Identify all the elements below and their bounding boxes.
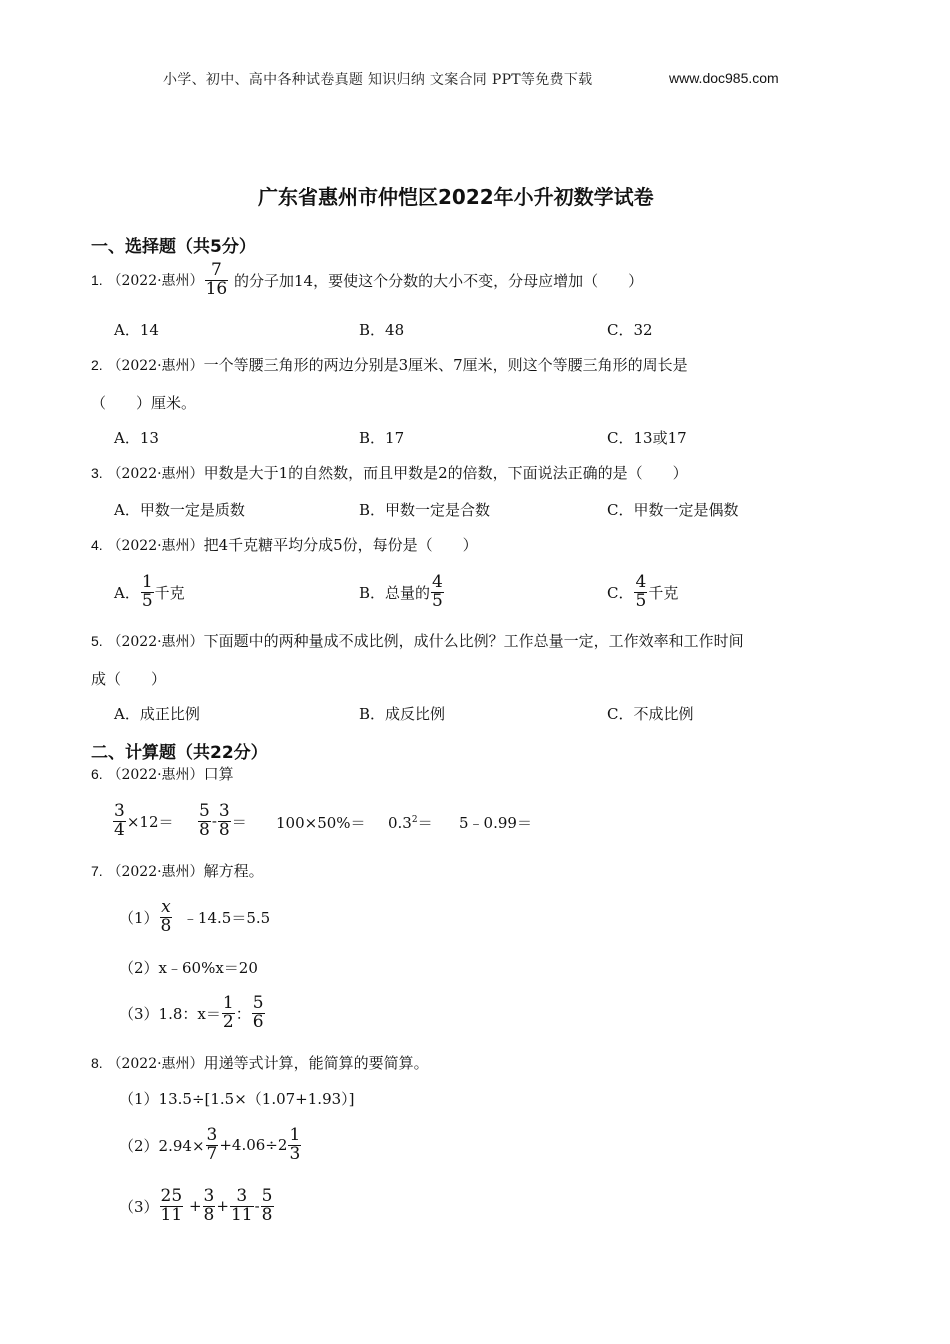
fraction-denominator: 5 [635,590,647,611]
question-5 [91,630,744,651]
question-source: （2022·惠州） [107,1055,204,1072]
fraction-denominator: 11 [160,1204,183,1225]
fraction-numerator: 7 [205,262,229,281]
sub-label: （1） [119,908,159,927]
option-a [114,569,185,615]
fraction-denominator: 3 [289,1143,301,1164]
oral-expression-1 [112,798,173,844]
option-a: A．成正比例 [114,705,200,723]
fraction [218,800,231,840]
option-c [607,569,678,615]
question-text: 的分子加14，要使这个分数的大小不变，分母应增加（ ） [233,271,644,290]
option-a: A．14 [114,321,159,339]
fraction-numerator: 3 [114,800,125,821]
option-b: B．甲数一定是合数 [359,501,491,519]
fraction-denominator: 8 [160,915,172,936]
fraction [261,1185,274,1225]
fraction [222,992,235,1032]
fraction-numerator: 3 [218,800,230,821]
section-choice-heading: 一、选择题（共5分） [91,237,256,257]
fraction [431,571,444,611]
question-7 [91,860,264,881]
fraction-denominator: 5 [141,590,153,611]
operator: + [188,1197,202,1215]
fraction-denominator: 7 [206,1143,218,1164]
ratio-colon: ： [235,1004,251,1023]
question-source: （2022·惠州） [107,766,204,783]
fraction-numerator: x [161,896,171,917]
question-source: （2022·惠州） [107,273,204,289]
question-number: 7. [91,862,103,879]
question-8 [91,1052,429,1073]
question-4 [91,534,478,555]
question-text: 下面题中的两种量成不成比例，成什么比例？工作总量一定，工作效率和工作时间 [203,632,744,650]
calc-3 [119,1183,275,1229]
option-a: A．13 [114,429,159,447]
fraction-denominator: 8 [261,1204,273,1225]
option-c: C．13或17 [607,429,687,447]
option-a: A．甲数一定是质数 [114,501,245,519]
expression-tail: ＝ [231,812,247,831]
operator: - [254,1197,260,1215]
expression-middle: +4.06÷2 [219,1136,288,1154]
question-text: 口算 [203,765,234,783]
option-b: B．48 [359,321,405,339]
fraction [198,800,211,840]
option-b: B．成反比例 [359,705,446,723]
fraction-numerator: 1 [141,571,153,592]
question-number: 4. [91,536,103,553]
option-b: B．17 [359,429,405,447]
question-source: （2022·惠州） [107,537,204,554]
expression-base: 0.3 [388,814,412,832]
option-c: C．甲数一定是偶数 [607,501,739,519]
question-number: 3. [91,464,103,481]
operator: + [216,1197,229,1215]
page-title: 广东省惠州市仲恺区2022年小升初数学试卷 [258,185,654,209]
option-b [359,569,445,615]
question-text-continued: （ ）厘米。 [91,394,197,412]
fraction-denominator: 5 [432,590,443,611]
fraction-numerator: 1 [222,992,234,1013]
equation-tail: ﹣14.5＝5.5 [182,908,271,927]
oral-expression-4 [388,812,433,833]
fraction [230,1185,254,1225]
option-unit: 千克 [648,583,679,602]
fraction-denominator: 6 [252,1011,264,1032]
fraction-denominator: 2 [222,1011,234,1032]
header-text: 小学、初中、高中各种试卷真题 知识归纳 文案合同 PPT等免费下载 [163,72,593,88]
question-number: 6. [91,765,103,782]
question-text: 一个等腰三角形的两边分别是3厘米、7厘米，则这个等腰三角形的周长是 [203,356,688,374]
operator: - [211,812,217,830]
question-1 [91,258,643,302]
fraction [206,1124,219,1164]
expression-tail: ×12＝ [126,812,174,831]
fraction-denominator: 16 [205,278,228,299]
option-c: C．不成比例 [607,705,694,723]
question-3 [91,462,688,483]
fraction-denominator: 4 [114,819,125,840]
sub-label: （3）1.8：x＝ [119,1004,221,1023]
expression-tail: ＝ [417,814,433,832]
question-number: 5. [91,632,103,649]
question-source: （2022·惠州） [107,465,204,482]
fraction-numerator: 5 [261,1185,273,1206]
fraction-numerator: 3 [206,1124,218,1145]
sub-label: （3） [119,1197,159,1216]
question-6 [91,763,234,784]
oral-expression-2 [197,798,247,844]
question-2 [91,354,688,375]
calc-1: （1）13.5÷[1.5×（1.07+1.93）] [119,1090,355,1108]
fraction-numerator: 4 [635,571,647,592]
question-source: （2022·惠州） [107,633,204,650]
fraction-numerator: 3 [203,1185,215,1206]
question-text: 把4千克糖平均分成5份，每份是（ ） [203,536,478,554]
question-text: 用递等式计算，能简算的要简算。 [203,1054,429,1072]
option-unit: 千克 [154,583,185,602]
oral-expression-3: 100×50%＝ [276,814,366,832]
sub-label: （2）2.94× [119,1136,205,1155]
fraction [205,259,229,299]
fraction [160,896,173,936]
question-number: 1. [91,272,103,288]
expression-exponent: 2 [411,815,418,825]
fraction-numerator: 25 [160,1185,183,1206]
option-label: C． [607,583,634,602]
option-c: C．32 [607,321,653,339]
fraction-denominator: 11 [230,1204,253,1225]
option-label: B．总量的 [359,583,431,602]
option-label: A． [114,583,140,602]
fraction-numerator: 5 [199,800,210,821]
fraction-numerator: 4 [432,571,443,592]
fraction [634,571,647,611]
fraction-denominator: 8 [199,819,210,840]
equation-1 [119,894,270,940]
question-text-continued: 成（ ） [91,670,167,688]
section-calc-heading: 二、计算题（共22分） [91,743,268,763]
question-number: 8. [91,1054,103,1071]
question-text: 解方程。 [203,862,264,880]
fraction [113,800,126,840]
question-source: （2022·惠州） [107,863,204,880]
fraction [141,571,154,611]
fraction-denominator: 8 [203,1204,215,1225]
equation-2: （2）x﹣60%x＝20 [119,959,258,977]
equation-3 [119,990,266,1036]
question-text: 甲数是大于1的自然数，而且甲数是2的倍数，下面说法正确的是（ ） [203,464,688,482]
fraction-numerator: 5 [252,992,264,1013]
fraction [160,1185,184,1225]
fraction [288,1124,301,1164]
header-url[interactable]: www.doc985.com [669,70,779,86]
calc-2 [119,1122,302,1168]
oral-expression-5: 5﹣0.99＝ [459,814,532,832]
question-number: 2. [91,356,103,373]
fraction [203,1185,216,1225]
question-source: （2022·惠州） [107,357,204,374]
fraction-numerator: 1 [289,1124,301,1145]
fraction-denominator: 8 [218,819,230,840]
fraction-numerator: 3 [230,1188,254,1207]
fraction [252,992,265,1032]
